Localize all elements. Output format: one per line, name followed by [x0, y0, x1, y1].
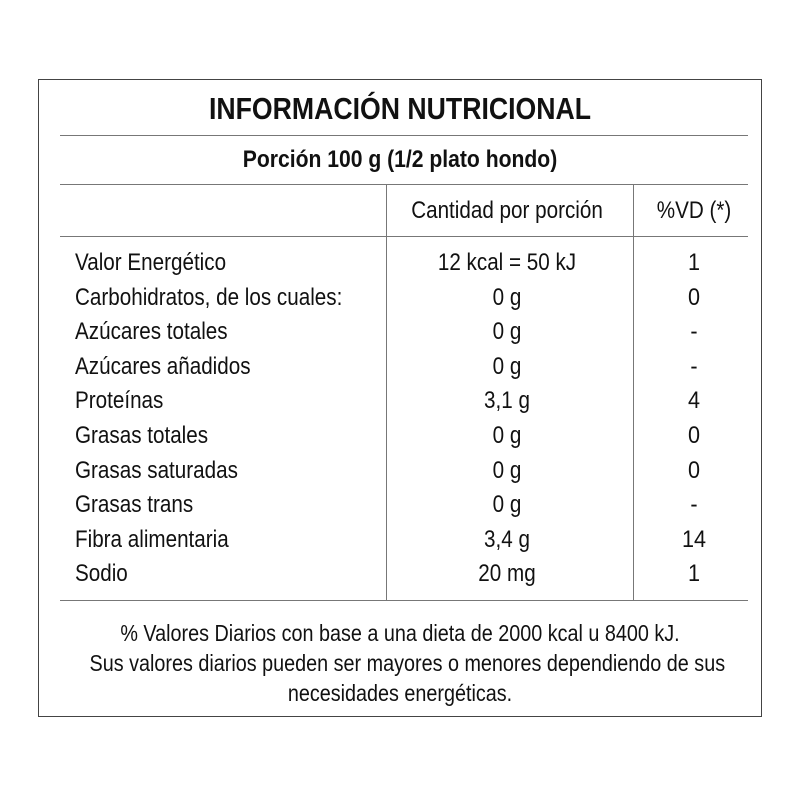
table-row	[39, 350, 761, 385]
divider-serving	[60, 184, 748, 185]
nutrient-daily-value: 4	[687, 387, 701, 415]
table-row	[39, 488, 761, 523]
nutrient-daily-value: 0	[687, 421, 701, 449]
nutrient-amount: 3,4 g	[484, 525, 530, 553]
nutrient-amount: 3,1 g	[484, 387, 530, 415]
divider-columns	[60, 236, 748, 237]
table-row	[39, 557, 761, 592]
nutrient-amount: 0 g	[492, 352, 522, 380]
nutrient-name: Azúcares totales	[75, 318, 228, 346]
nutrient-daily-value: 14	[681, 525, 707, 553]
table-title: INFORMACIÓN NUTRICIONAL	[208, 91, 592, 126]
nutrient-amount: 20 mg	[478, 560, 536, 588]
nutrient-rows	[39, 246, 761, 592]
table-row	[39, 419, 761, 454]
serving-size: Porción 100 g (1/2 plato hondo)	[242, 146, 558, 173]
footnote-line-1: % Valores Diarios con base a una dieta de 2000 kcal u 8400 kJ.	[120, 620, 680, 646]
nutrient-name: Proteínas	[75, 387, 164, 415]
nutrition-facts-panel	[38, 79, 762, 717]
nutrient-name: Carbohidratos, de los cuales:	[75, 283, 343, 311]
nutrient-name: Grasas saturadas	[75, 456, 238, 484]
nutrient-amount: 0 g	[492, 421, 522, 449]
nutrient-daily-value: -	[690, 491, 698, 519]
nutrient-name: Fibra alimentaria	[75, 525, 229, 553]
table-row	[39, 384, 761, 419]
column-header-amount: Cantidad por porción	[411, 197, 603, 224]
nutrient-daily-value: -	[690, 318, 698, 346]
nutrient-daily-value: -	[690, 352, 698, 380]
nutrient-amount: 0 g	[492, 318, 522, 346]
nutrient-amount: 0 g	[492, 456, 522, 484]
column-header-daily-value: %VD (*)	[656, 197, 732, 224]
nutrient-amount: 0 g	[492, 491, 522, 519]
nutrient-daily-value: 0	[687, 456, 701, 484]
divider-footer	[60, 600, 748, 601]
footnote-line-2: Sus valores diarios pueden ser mayores o menores dependiendo de sus	[89, 650, 726, 676]
footnote-line-3: necesidades energéticas.	[287, 680, 513, 706]
nutrient-name: Sodio	[75, 560, 128, 588]
nutrient-name: Grasas totales	[75, 421, 209, 449]
table-row	[39, 454, 761, 489]
nutrient-daily-value: 0	[687, 283, 701, 311]
footnote	[39, 618, 761, 708]
nutrient-daily-value: 1	[687, 249, 701, 276]
table-row	[39, 281, 761, 316]
table-row	[39, 315, 761, 350]
table-row	[39, 246, 761, 281]
nutrient-amount: 0 g	[492, 283, 522, 311]
nutrient-daily-value: 1	[687, 560, 701, 588]
table-row	[39, 523, 761, 558]
nutrient-amount: 12 kcal = 50 kJ	[437, 249, 577, 276]
nutrient-name: Azúcares añadidos	[75, 352, 251, 380]
nutrient-name: Valor Energético	[75, 249, 227, 276]
nutrient-name: Grasas trans	[75, 491, 194, 519]
